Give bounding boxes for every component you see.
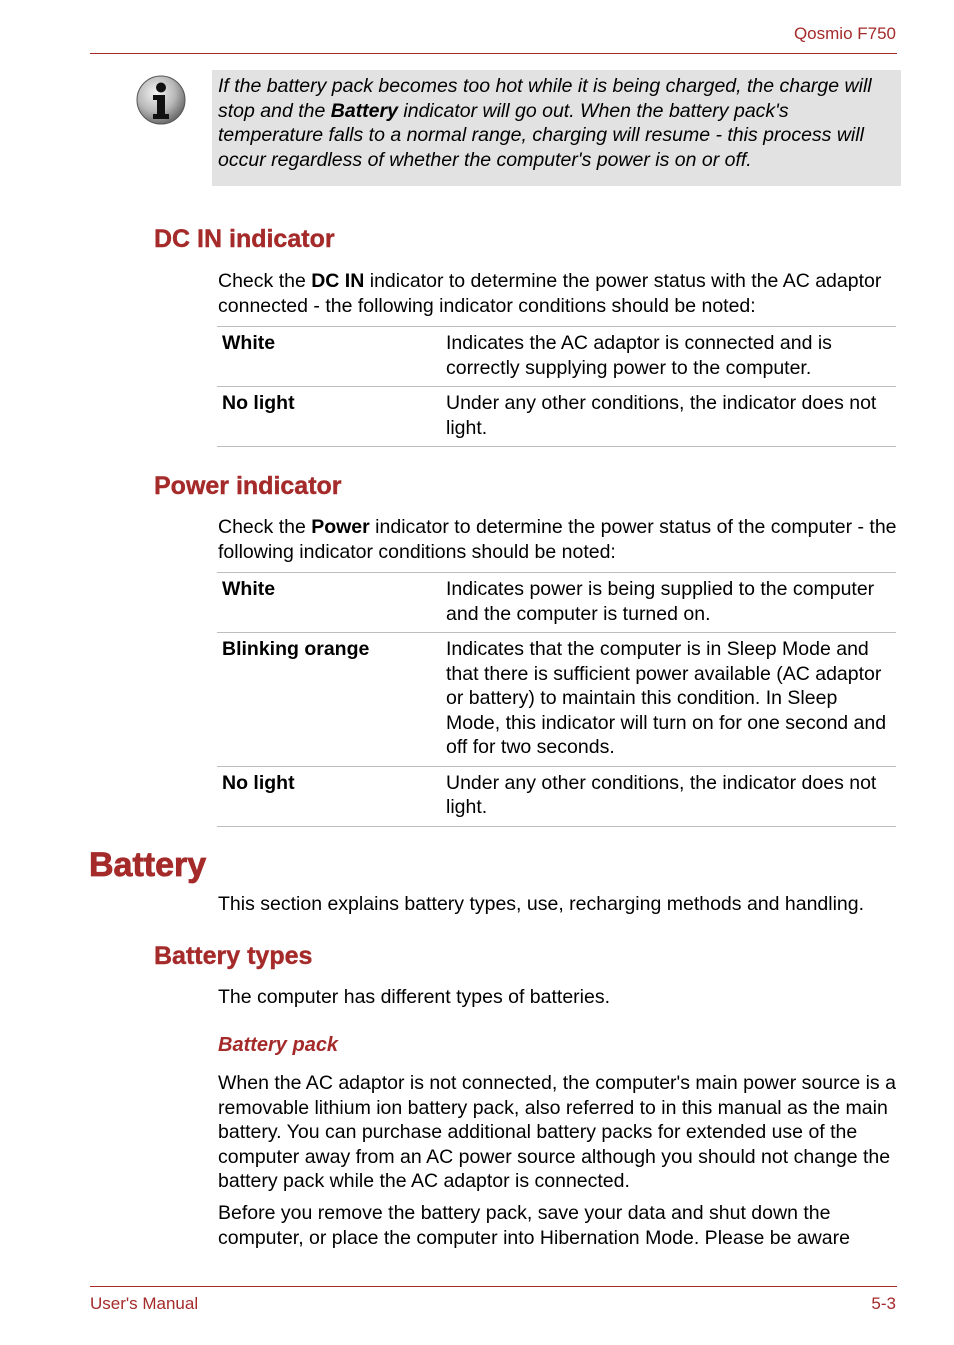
battery-pack-paragraph-1: When the AC adaptor is not connected, the computer's main power source is a removable lithium ion battery pack, also referred to in this manual as the main battery. You can purchase additional battery packs for extended use of the computer away from an AC power source although you should not change the battery pack while the AC adaptor is connected. — [218, 1072, 896, 1192]
power-table — [217, 572, 896, 827]
note-box — [212, 70, 901, 186]
battery-heading: Battery — [89, 846, 207, 884]
dcin-intro: Check the DC IN indicator to determine the power status with the AC adaptor connected - the following indicator conditions should be noted: — [218, 270, 882, 317]
battery-types-heading: Battery types — [154, 942, 313, 970]
indicator-state: No light — [217, 387, 441, 447]
battery-pack-heading: Battery pack — [218, 1034, 339, 1056]
table-row — [217, 327, 896, 387]
dcin-heading: DC IN indicator — [154, 225, 335, 253]
header-rule — [90, 53, 897, 54]
battery-pack-paragraph-2: Before you remove the battery pack, save your data and shut down the computer, or place the computer into Hibernation Mode. Please be aware — [218, 1202, 850, 1249]
table-row — [217, 387, 896, 447]
indicator-description: Indicates the AC adaptor is connected and is correctly supplying power to the computer. — [441, 327, 896, 387]
indicator-state: No light — [217, 766, 441, 826]
table-row — [217, 633, 896, 767]
indicator-description: Under any other conditions, the indicator does not light. — [441, 766, 896, 826]
indicator-description: Under any other conditions, the indicator does not light. — [441, 387, 896, 447]
power-heading: Power indicator — [154, 472, 342, 500]
indicator-state: Blinking orange — [217, 633, 441, 767]
footer-manual-title: User's Manual — [90, 1294, 199, 1313]
power-intro: Check the Power indicator to determine the power status of the computer - the following indicator conditions should be noted: — [218, 516, 897, 563]
indicator-description: Indicates power is being supplied to the computer and the computer is turned on. — [441, 573, 896, 633]
battery-intro: This section explains battery types, use, recharging methods and handling. — [218, 893, 865, 915]
indicator-state: White — [217, 573, 441, 633]
footer-page-number: 5-3 — [871, 1294, 896, 1313]
header-product-name: Qosmio F750 — [793, 24, 896, 43]
note-text: If the battery pack becomes too hot while it is being charged, the charge will stop and the Battery indicator will go out. When the battery pack's temperature falls to a normal range, charging will resume - this process will occur regardless of whether the computer's power is on or off. — [218, 75, 872, 171]
battery-types-intro: The computer has different types of batteries. — [218, 986, 611, 1008]
table-row — [217, 573, 896, 633]
indicator-state: White — [217, 327, 441, 387]
dcin-table — [217, 326, 896, 447]
indicator-description: Indicates that the computer is in Sleep Mode and that there is sufficient power available (AC adaptor or battery) to maintain this condition. In Sleep Mode, this indicator will turn on for one second and off for two seconds. — [441, 633, 896, 767]
table-row — [217, 766, 896, 826]
footer-rule — [90, 1286, 897, 1287]
info-icon — [135, 74, 187, 126]
